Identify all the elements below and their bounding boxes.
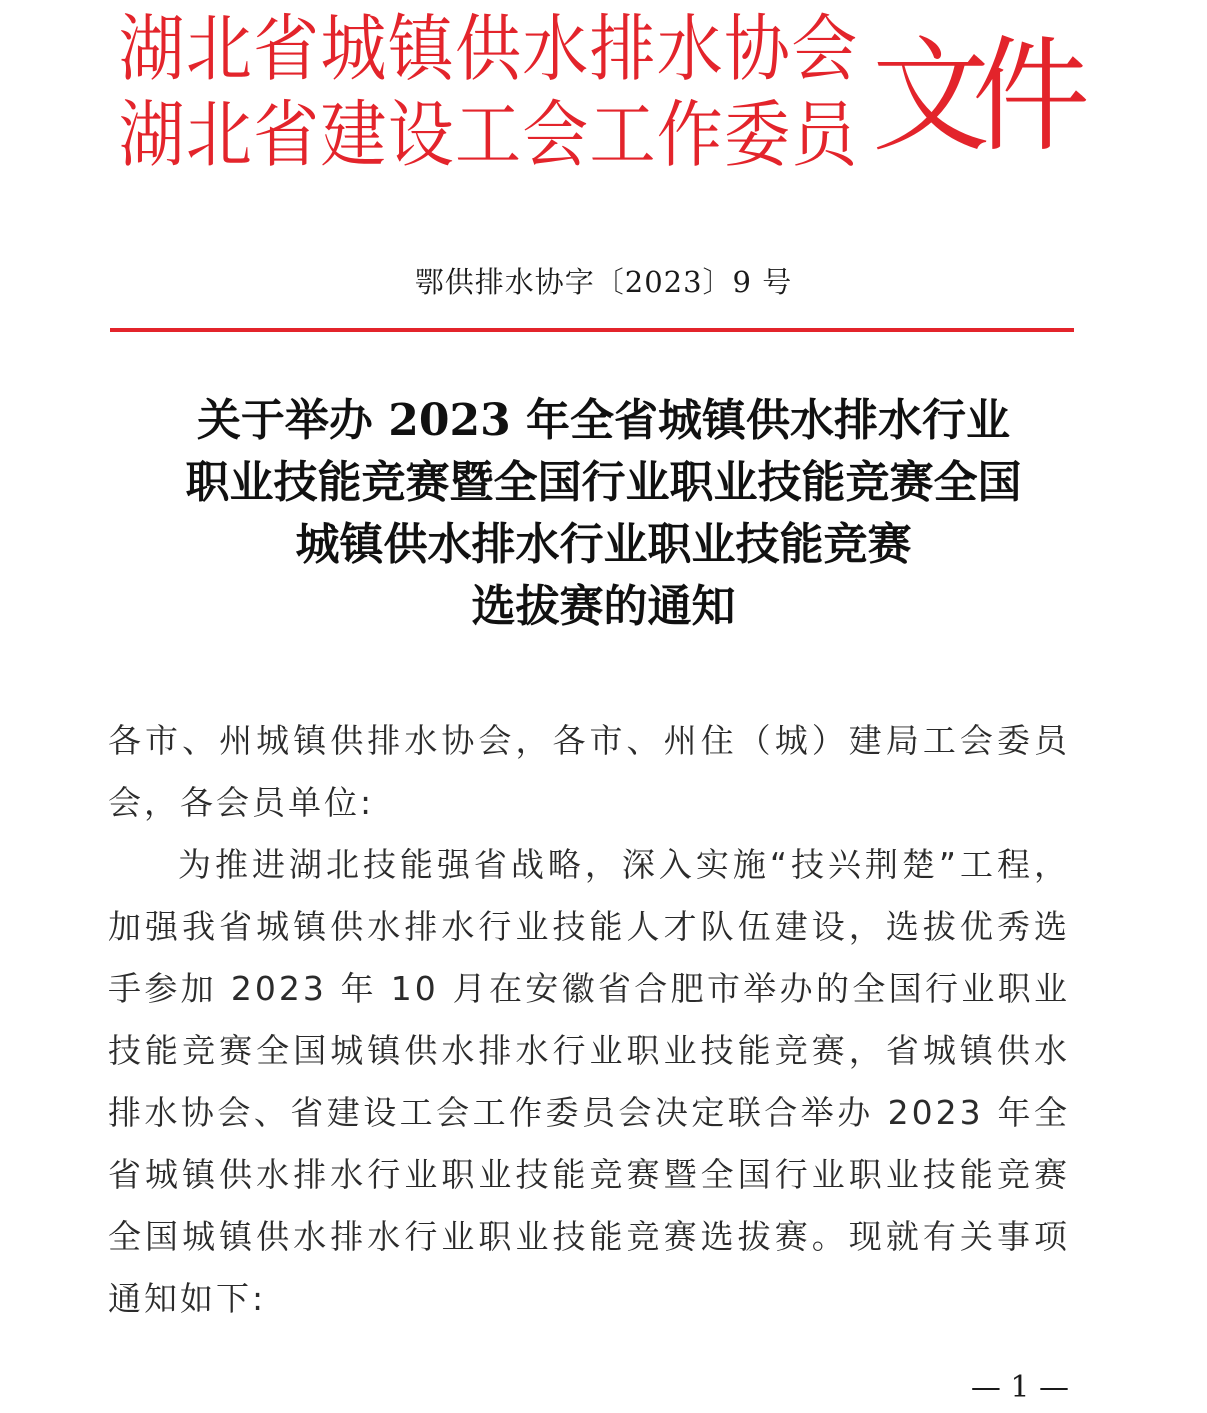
title-line: 选拔赛的通知 xyxy=(471,581,736,632)
body-paragraph: 为推进湖北技能强省战略，深入实施“技兴荆楚”工程，加强我省城镇供水排水行业技能人才队伍建设，选拔优秀选手参加 2023 年 10 月在安徽省合肥市举办的全国行业职业技能竞赛全国城镇供水排水行业职业技能竞赛，省城镇供水排水协会、省建设工会工作委员会决定联合举办 2023 年全省城镇供水排水行业职业技能竞赛暨全国行业职业技能竞赛全国城镇供水排水行业职业技能竞赛选拔赛。现就有关事项通知如下: xyxy=(108,845,1070,1318)
document-body xyxy=(108,710,1070,1330)
issuing-org-1: 湖 北 省 城 镇 供 水 排 水 协 会 xyxy=(118,7,858,92)
issuing-org-2: 湖 北 省 建 设 工 会 工 作 委 员 xyxy=(118,93,858,178)
document-number: 鄂供排水协字〔2023〕9 号 xyxy=(414,265,793,299)
title-line: 城镇供水排水行业职业技能竞赛 xyxy=(295,519,912,570)
red-separator-line xyxy=(110,328,1074,332)
document-masthead xyxy=(118,6,1091,181)
document-title xyxy=(60,390,1147,638)
title-line: 职业技能竞赛暨全国行业职业技能竞赛全国 xyxy=(185,457,1022,508)
masthead-document-word: 文 件 xyxy=(872,23,1091,169)
page-number: — 1 — xyxy=(970,1370,1069,1405)
title-line: 关于举办 2023 年全省城镇供水排水行业 xyxy=(196,395,1011,446)
salutation: 各市、州城镇供排水协会，各市、州住（城）建局工会委员会，各会员单位: xyxy=(108,721,1070,822)
